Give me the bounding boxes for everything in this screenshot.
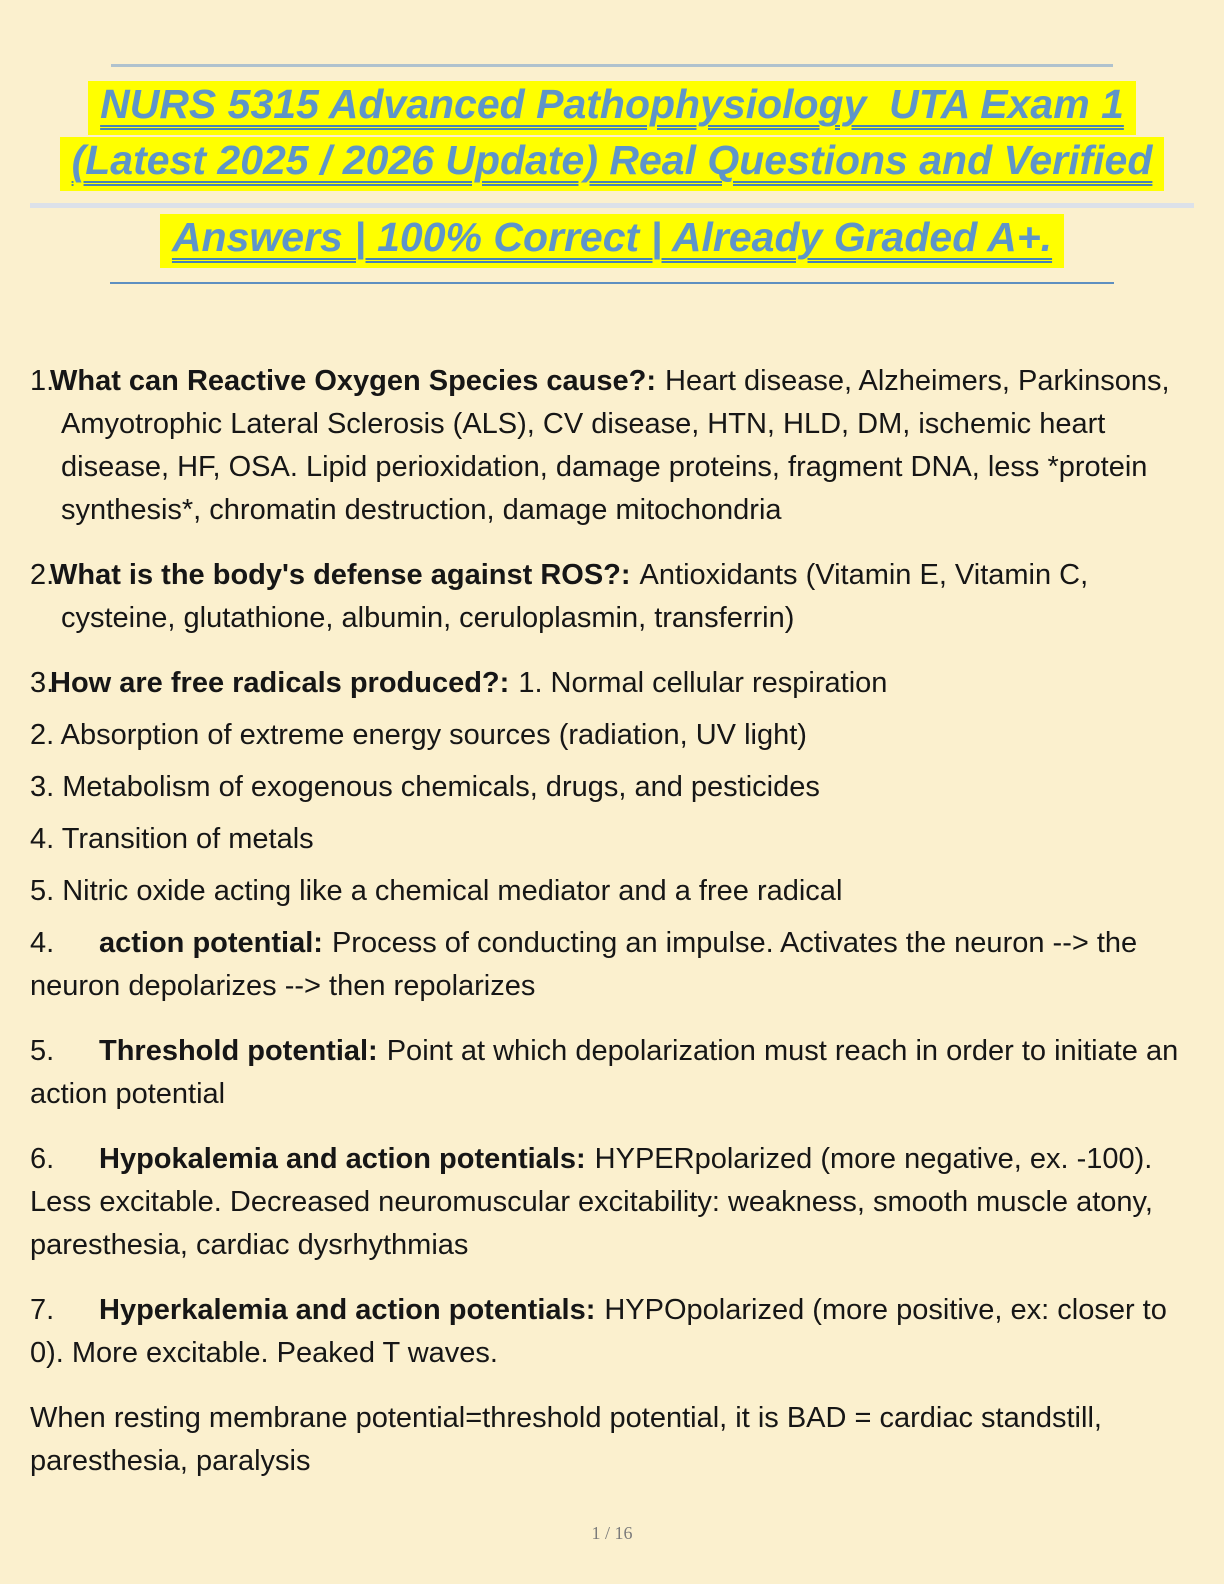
answer-text: HYPOpolarized (more positive, ex: closer to 0). More excitable. Peaked T waves. — [30, 1294, 1167, 1369]
question-term: How are free radicals produced?: — [50, 667, 510, 699]
title-line-1-wrap — [0, 81, 1224, 135]
free-radical-source-3: 3. Metabolism of exogenous chemicals, drugs, and pesticides — [30, 771, 820, 803]
page-number: 1 / 16 — [591, 1523, 633, 1543]
document-body — [30, 360, 1188, 1483]
item-number: 1. — [30, 365, 55, 397]
item-number: 6. — [30, 1143, 55, 1175]
answer-text: Antioxidants (Vitamin E, Vitamin C, cysteine, glutathione, albumin, ceruloplasmin, transferrin) — [61, 559, 1089, 634]
qa-item-7 — [30, 1289, 1188, 1375]
answer-text: 1. Normal cellular respiration — [518, 667, 888, 699]
question-term: What can Reactive Oxygen Species cause?: — [50, 365, 657, 397]
title-line-2-wrap — [0, 137, 1224, 191]
question-term: What is the body's defense against ROS?: — [50, 559, 631, 591]
qa-item-1 — [30, 360, 1188, 532]
qa-item-3 — [30, 662, 1188, 705]
item-number: 5. — [30, 1035, 55, 1067]
qa-item-5 — [30, 1030, 1188, 1116]
free-radical-source-2: 2. Absorption of extreme energy sources (radiation, UV light) — [30, 719, 807, 751]
bottom-horizontal-rule — [110, 282, 1114, 284]
item-number: 3. — [30, 667, 55, 699]
question-term: Hypokalemia and action potentials: — [99, 1143, 586, 1175]
qa-item-2 — [30, 554, 1188, 640]
item-number: 7. — [30, 1294, 55, 1326]
answer-text: HYPERpolarized (more negative, ex. -100). Less excitable. Decreased neuromuscular excitability: weakness, smooth muscle atony, paresthesia, cardiac dysrhythmias — [30, 1143, 1153, 1261]
question-term: Hyperkalemia and action potentials: — [99, 1294, 596, 1326]
item-number: 2. — [30, 559, 55, 591]
answer-text: Heart disease, Alzheimers, Parkinsons, Amyotrophic Lateral Sclerosis (ALS), CV disease, HTN, HLD, DM, ischemic heart disease, HF, OSA. Lipid perioxidation, damage proteins, fragment DNA, less *protein synthesis*, chromatin destruction, damage mitochondria — [61, 365, 1170, 526]
answer-text: Point at which depolarization must reach in order to initiate an action potential — [30, 1035, 1179, 1110]
question-term: action potential: — [99, 927, 323, 959]
title-divider-rule — [30, 203, 1194, 208]
title-line-3-wrap — [0, 214, 1224, 268]
closing-note: When resting membrane potential=threshold potential, it is BAD = cardiac standstill, paresthesia, paralysis — [30, 1402, 1102, 1477]
qa-item-6 — [30, 1138, 1188, 1267]
answer-text: Process of conducting an impulse. Activates the neuron --> the neuron depolarizes --> then repolarizes — [30, 927, 1138, 1002]
qa-item-4 — [30, 922, 1188, 1008]
top-horizontal-rule — [111, 64, 1113, 67]
question-term: Threshold potential: — [99, 1035, 378, 1067]
document-title-line-2[interactable]: (Latest 2025 / 2026 Update) Real Questions and Verified — [60, 137, 1165, 191]
document-title-line-1[interactable]: NURS 5315 Advanced Pathophysiology UTA Exam 1 — [88, 81, 1136, 135]
free-radical-source-5: 5. Nitric oxide acting like a chemical mediator and a free radical — [30, 875, 843, 907]
item-number: 4. — [30, 927, 55, 959]
free-radical-source-4: 4. Transition of metals — [30, 823, 314, 855]
document-title-line-3[interactable]: Answers | 100% Correct | Already Graded A+. — [160, 214, 1064, 268]
